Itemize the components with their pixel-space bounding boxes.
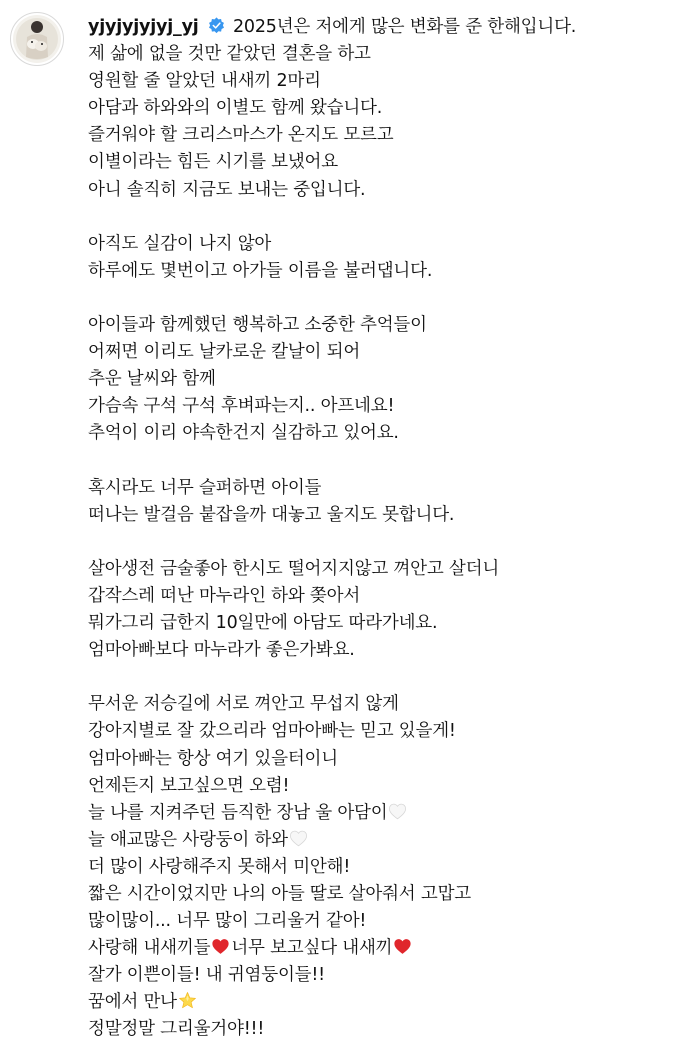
blank-line bbox=[88, 529, 688, 556]
caption-line: 즐거워야 할 크리스마스가 온지도 모르고 bbox=[88, 125, 394, 146]
caption-line: 엄마아빠는 항상 여기 있을터이니 bbox=[88, 748, 338, 769]
caption-line: 살아생전 금술좋아 한시도 떨어지지않고 껴안고 살더니 bbox=[88, 558, 500, 579]
caption-line: 가슴속 구석 구석 후벼파는지.. 아프네요! bbox=[88, 396, 395, 417]
caption-line: 이별이라는 힘든 시기를 보냈어요 bbox=[88, 152, 338, 173]
caption-line: 혹시라도 너무 슬퍼하면 아이들 bbox=[88, 477, 322, 498]
caption-text: 늘 애교많은 사랑둥이 하와 bbox=[88, 829, 288, 850]
caption-line: 영원할 줄 알았던 내새끼 2마리 bbox=[88, 71, 321, 92]
caption-line bbox=[88, 935, 688, 962]
caption-line: 아직도 실감이 나지 않아 bbox=[88, 233, 272, 254]
username-link[interactable]: yjyjyjyjyj_yj bbox=[88, 17, 199, 37]
white-heart-icon bbox=[388, 803, 407, 820]
caption-line: 추운 날씨와 함께 bbox=[88, 369, 216, 390]
caption-line bbox=[88, 827, 688, 854]
caption-line: 아이들과 함께했던 행복하고 소중한 추억들이 bbox=[88, 315, 427, 336]
caption-text: 꿈에서 만나 bbox=[88, 992, 177, 1013]
caption-line: 어쩌면 이리도 날카로운 칼날이 되어 bbox=[88, 342, 361, 363]
caption-text: 사랑해 내새끼들 bbox=[88, 938, 211, 959]
blank-line bbox=[88, 448, 688, 475]
caption-line: 갑작스레 떠난 마누라인 하와 쫒아서 bbox=[88, 585, 361, 606]
avatar-photo bbox=[11, 13, 63, 65]
blank-line bbox=[88, 204, 688, 231]
blank-line bbox=[88, 664, 688, 691]
caption-line: 짧은 시간이었지만 나의 아들 딸로 살아줘서 고맙고 bbox=[88, 884, 471, 904]
caption-line bbox=[88, 989, 688, 1016]
caption-line: 떠나는 발걸음 붙잡을까 대놓고 울지도 못합니다. bbox=[88, 504, 455, 525]
blank-line bbox=[88, 285, 688, 312]
caption-line: 무서운 저승길에 서로 껴안고 무섭지 않게 bbox=[88, 694, 399, 715]
caption-line: 뭐가그리 급한지 10일만에 아담도 따라가네요. bbox=[88, 613, 438, 634]
profile-avatar[interactable] bbox=[10, 12, 64, 66]
caption-line: 제 삶에 없을 것만 같았던 결혼을 하고 bbox=[88, 44, 371, 65]
white-heart-icon bbox=[289, 830, 308, 847]
glowing-star-icon bbox=[178, 991, 197, 1010]
caption-text: 너무 보고싶다 내새끼 bbox=[231, 938, 393, 959]
caption-line: 추억이 이리 야속한건지 실감하고 있어요. bbox=[88, 423, 399, 444]
caption-line: 많이많이... 너무 많이 그리울거 같아! bbox=[88, 911, 367, 932]
caption-line: 엄마아빠보다 마누라가 좋은가봐요. bbox=[88, 640, 355, 661]
caption-line bbox=[88, 800, 688, 827]
red-heart-icon bbox=[393, 938, 412, 955]
caption-line: 강아지별로 잘 갔으리라 엄마아빠는 믿고 있을게! bbox=[88, 721, 456, 742]
caption-line: 더 많이 사랑해주지 못해서 미안해! bbox=[88, 856, 351, 877]
caption-text: 늘 나를 지켜주던 듬직한 장남 울 아담이 bbox=[88, 802, 388, 823]
caption bbox=[88, 14, 688, 1044]
red-heart-icon bbox=[211, 938, 230, 955]
caption-line: 아니 솔직히 지금도 보내는 중입니다. bbox=[88, 179, 366, 200]
verified-badge-icon bbox=[208, 17, 225, 34]
caption-line: 정말정말 그리울거야!!! bbox=[88, 1019, 265, 1040]
caption-line: 하루에도 몇번이고 아가들 이름을 불러댑니다. bbox=[88, 260, 433, 281]
caption-line: 아담과 하와와의 이별도 함께 왔습니다. bbox=[88, 98, 383, 119]
caption-text: 2025년은 저에게 많은 변화를 준 한해입니다. bbox=[232, 17, 577, 37]
caption-line bbox=[88, 14, 688, 41]
caption-line: 잘가 이쁜이들! 내 귀염둥이들!! bbox=[88, 965, 325, 986]
caption-line: 언제든지 보고싶으면 오렴! bbox=[88, 775, 290, 796]
